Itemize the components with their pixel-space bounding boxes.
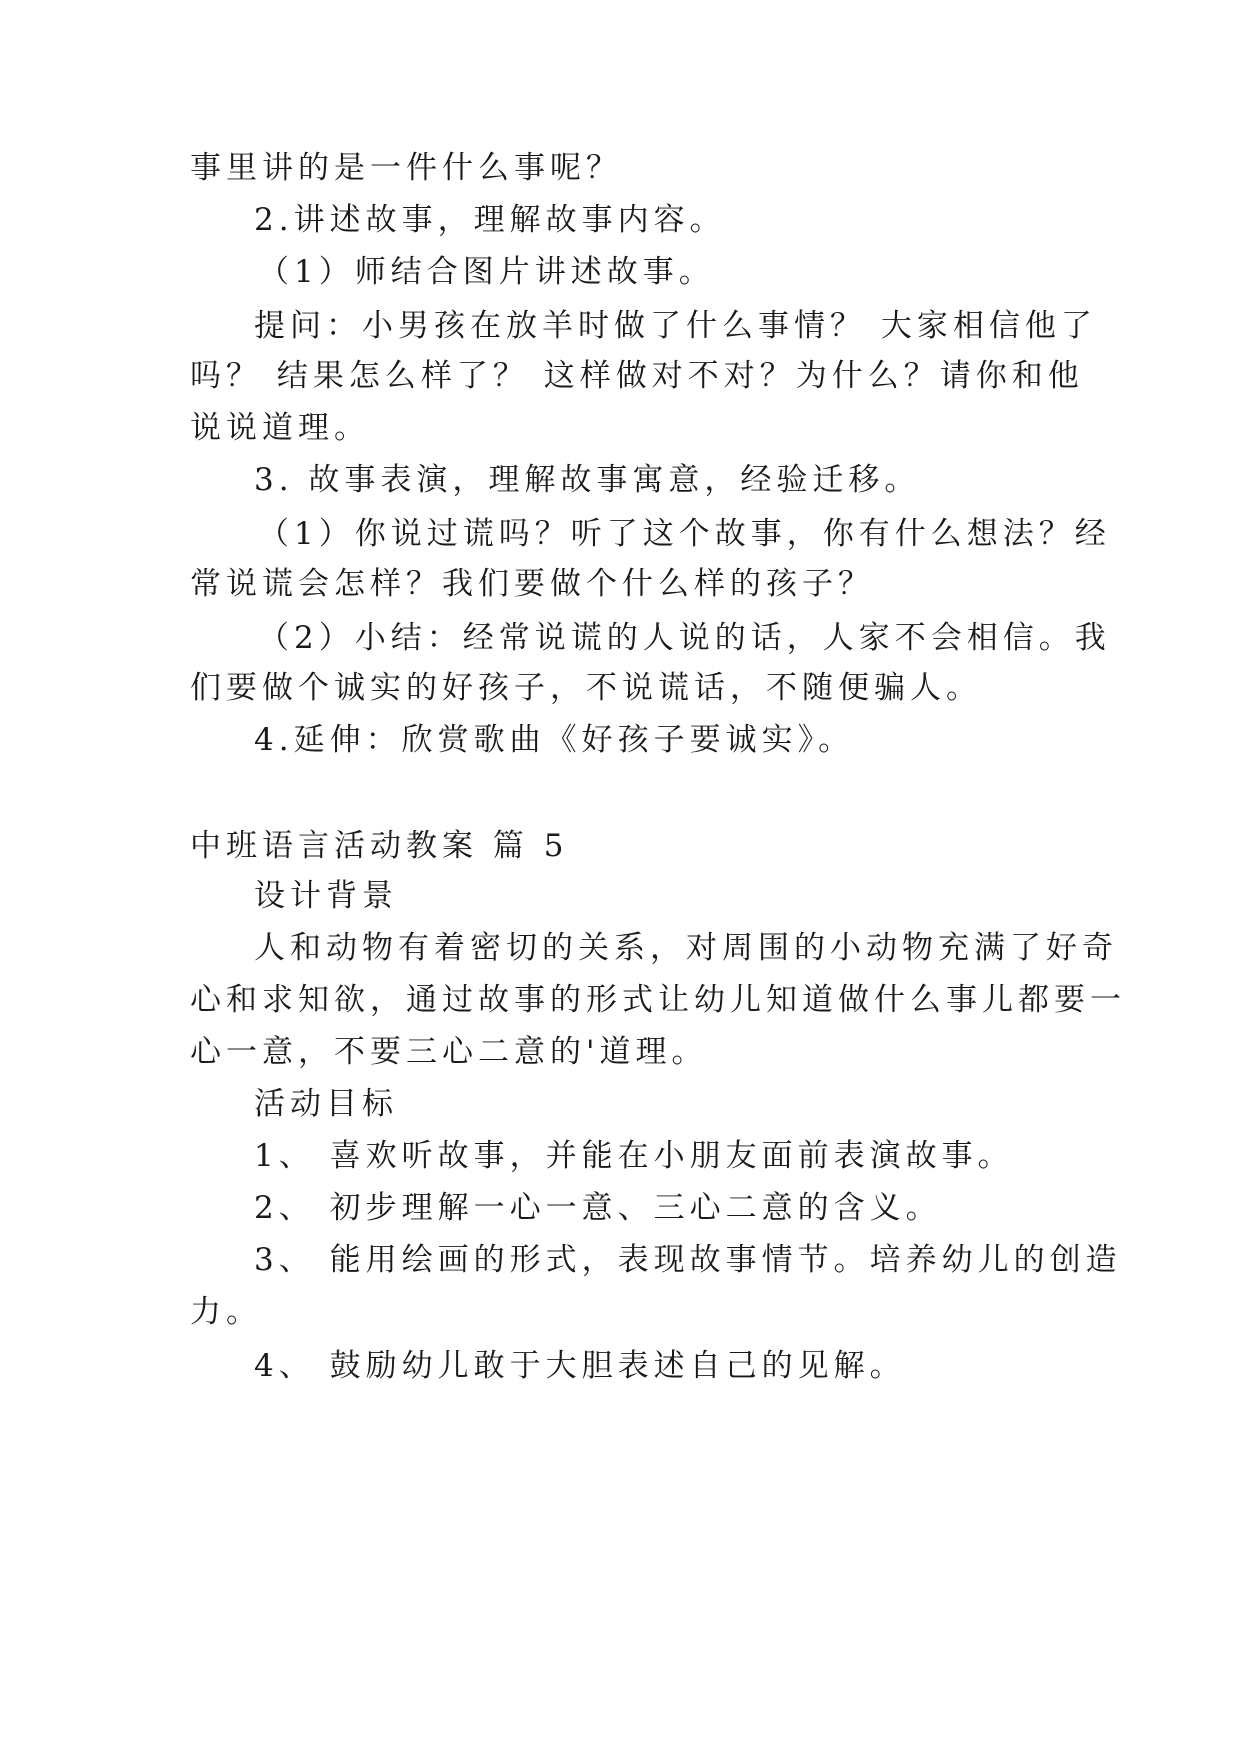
text-line: 心一意，不要三心二意的'道理。 bbox=[190, 1034, 708, 1070]
text-line: （2）小结：经常说谎的人说的话，人家不会相信。我 bbox=[258, 620, 1111, 656]
list-item: 2、 初步理解一心一意、三心二意的含义。 bbox=[254, 1190, 942, 1226]
list-item: 4、 鼓励幼儿敢于大胆表述自己的见解。 bbox=[254, 1348, 906, 1384]
text-line: 事里讲的是一件什么事呢？ bbox=[190, 150, 622, 186]
list-item: 1、 喜欢听故事，并能在小朋友面前表演故事。 bbox=[254, 1138, 1014, 1174]
text-line: 力。 bbox=[190, 1294, 262, 1330]
text-line: 们要做个诚实的好孩子，不说谎话，不随便骗人。 bbox=[190, 670, 982, 706]
text-line: （1）师结合图片讲述故事。 bbox=[258, 254, 715, 290]
text-line: 3. 故事表演，理解故事寓意，经验迁移。 bbox=[254, 462, 921, 498]
subheading: 活动目标 bbox=[254, 1086, 398, 1122]
text-line: 人和动物有着密切的关系，对周围的小动物充满了好奇 bbox=[254, 930, 1118, 966]
text-line: 吗？ 结果怎么样了？ 这样做对不对？为什么？请你和他 bbox=[190, 358, 1084, 394]
text-line: 心和求知欲，通过故事的形式让幼儿知道做什么事儿都要一 bbox=[190, 982, 1126, 1018]
section-heading: 中班语言活动教案 篇 5 bbox=[190, 828, 569, 864]
text-line: （1）你说过谎吗？听了这个故事，你有什么想法？经 bbox=[258, 516, 1111, 552]
subheading: 设计背景 bbox=[254, 878, 398, 914]
list-item: 3、 能用绘画的形式，表现故事情节。培养幼儿的创造 bbox=[254, 1242, 1122, 1278]
text-line: 提问：小男孩在放羊时做了什么事情？ 大家相信他了 bbox=[254, 308, 1097, 344]
text-line: 2.讲述故事，理解故事内容。 bbox=[254, 202, 726, 238]
text-line: 4.延伸：欣赏歌曲《好孩子要诚实》。 bbox=[254, 722, 855, 758]
text-line: 说说道理。 bbox=[190, 410, 370, 446]
text-line: 常说谎会怎样？我们要做个什么样的孩子？ bbox=[190, 566, 874, 602]
